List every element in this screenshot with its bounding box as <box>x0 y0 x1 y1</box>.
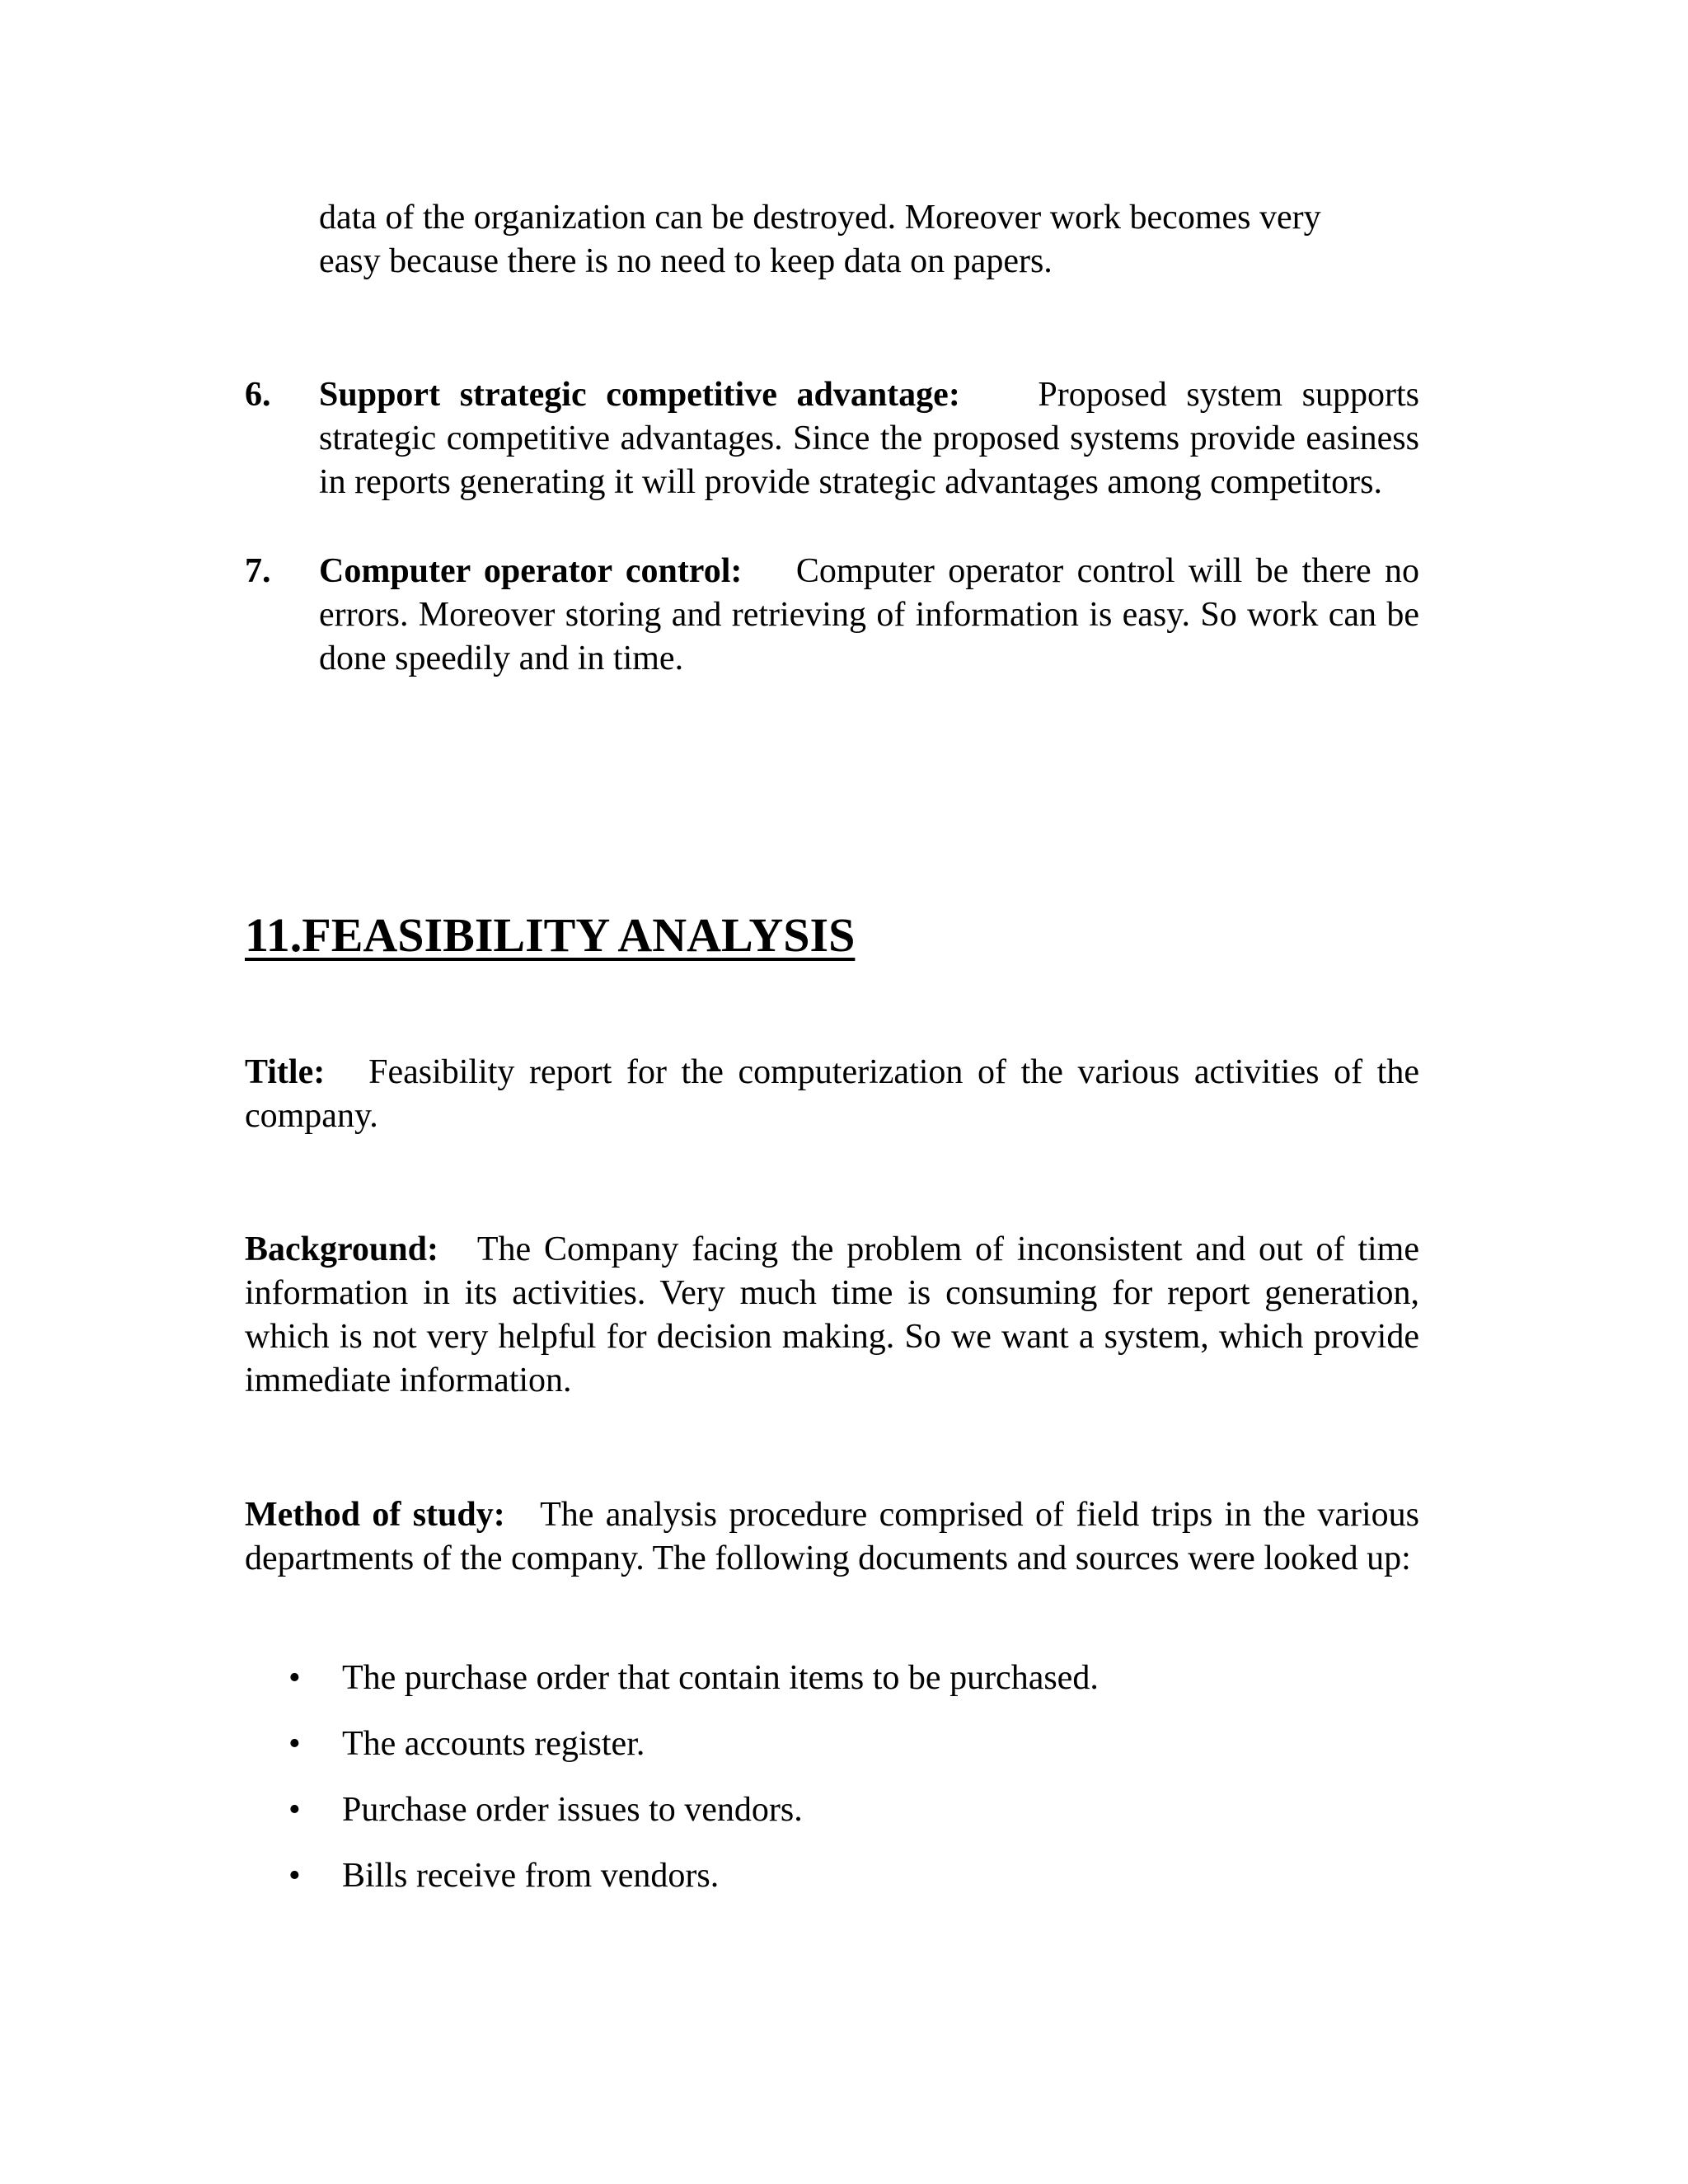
item-6-number: 6. <box>245 376 271 414</box>
item-6-title: Support strategic competitive advantage: <box>319 376 960 414</box>
list-item <box>288 1854 1099 1920</box>
item-6-body: Proposed system supports strategic competitive advantages. Since the proposed systems provide easiness in reports generating it will provide strategic advantages among competitors. <box>319 376 1419 501</box>
title-label: Title: <box>245 1053 326 1091</box>
list-item <box>288 1657 1099 1722</box>
bullet-icon: • <box>288 1791 301 1829</box>
section-heading: 11.FEASIBILITY ANALYSIS <box>245 908 856 962</box>
continuation-line-1: data of the organization can be destroyed. Moreover work becomes very <box>319 199 1321 237</box>
bullet-icon: • <box>288 1725 301 1763</box>
item-7-title: Computer operator control: <box>319 552 743 590</box>
list-item <box>288 1788 1099 1854</box>
list-item-text: Purchase order issues to vendors. <box>342 1791 803 1829</box>
list-item-text: Bills receive from vendors. <box>342 1857 720 1895</box>
background-paragraph <box>245 1228 1419 1403</box>
method-text: The analysis procedure comprised of field trips in the various departments of the company. The following documents and sources were looked up: <box>245 1496 1419 1577</box>
method-label: Method of study: <box>245 1496 505 1534</box>
item-7-body: Computer operator control will be there no errors. Moreover storing and retrieving of information is easy. So work can be done speedily and in time. <box>319 552 1419 677</box>
documents-list <box>288 1657 1099 1920</box>
bullet-icon: • <box>288 1659 301 1697</box>
list-item-text: The purchase order that contain items to be purchased. <box>342 1659 1099 1697</box>
title-text: Feasibility report for the computerization of the various activities of the company. <box>245 1053 1419 1135</box>
bullet-icon: • <box>288 1857 301 1895</box>
continuation-line-2: easy because there is no need to keep data on papers. <box>319 242 1053 280</box>
item-7-paragraph <box>319 550 1419 681</box>
item-6-paragraph <box>319 373 1419 504</box>
title-paragraph <box>245 1051 1419 1138</box>
method-paragraph <box>245 1493 1419 1581</box>
background-label: Background: <box>245 1230 438 1268</box>
item-7-number: 7. <box>245 552 271 590</box>
background-text: The Company facing the problem of inconsistent and out of time information in its activities. Very much time is consuming for report generation, which is not very helpful for decision making. So we want a system, which provide immediate information. <box>245 1230 1419 1399</box>
list-item <box>288 1722 1099 1788</box>
list-item-text: The accounts register. <box>342 1725 645 1763</box>
